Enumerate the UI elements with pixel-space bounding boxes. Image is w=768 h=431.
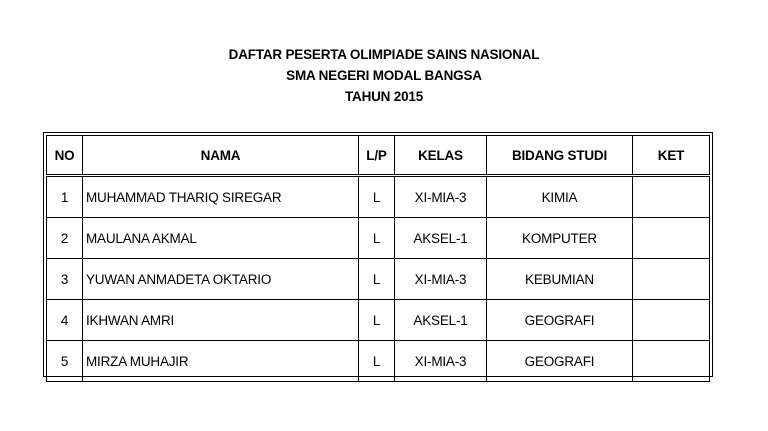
cell-lp: L bbox=[359, 300, 395, 341]
header-bidang-studi: BIDANG STUDI bbox=[487, 136, 633, 176]
cell-nama: MIRZA MUHAJIR bbox=[83, 341, 359, 382]
cell-lp: L bbox=[359, 218, 395, 259]
cell-bidang-studi: KEBUMIAN bbox=[487, 259, 633, 300]
table-row bbox=[47, 341, 710, 382]
cell-lp: L bbox=[359, 176, 395, 218]
table-row bbox=[47, 176, 710, 218]
table-row bbox=[47, 300, 710, 341]
cell-kelas: XI-MIA-3 bbox=[395, 259, 487, 300]
cell-no: 1 bbox=[47, 176, 83, 218]
cell-ket bbox=[633, 300, 710, 341]
participant-table bbox=[46, 135, 710, 382]
cell-kelas: AKSEL-1 bbox=[395, 300, 487, 341]
cell-nama: IKHWAN AMRI bbox=[83, 300, 359, 341]
cell-no: 5 bbox=[47, 341, 83, 382]
document-heading bbox=[0, 44, 768, 107]
header-ket: KET bbox=[633, 136, 710, 176]
header-no: NO bbox=[47, 136, 83, 176]
cell-bidang-studi: KIMIA bbox=[487, 176, 633, 218]
heading-school: SMA NEGERI MODAL BANGSA bbox=[286, 68, 482, 83]
cell-kelas: XI-MIA-3 bbox=[395, 176, 487, 218]
heading-title: DAFTAR PESERTA OLIMPIADE SAINS NASIONAL bbox=[228, 47, 540, 62]
cell-no: 2 bbox=[47, 218, 83, 259]
cell-bidang-studi: GEOGRAFI bbox=[487, 341, 633, 382]
header-nama: NAMA bbox=[83, 136, 359, 176]
cell-ket bbox=[633, 259, 710, 300]
cell-lp: L bbox=[359, 341, 395, 382]
cell-lp: L bbox=[359, 259, 395, 300]
cell-ket bbox=[633, 218, 710, 259]
cell-no: 3 bbox=[47, 259, 83, 300]
header-lp: L/P bbox=[359, 136, 395, 176]
participant-table-frame bbox=[43, 132, 713, 377]
cell-ket bbox=[633, 341, 710, 382]
cell-nama: MUHAMMAD THARIQ SIREGAR bbox=[83, 176, 359, 218]
table-header-row bbox=[47, 136, 710, 176]
heading-year: TAHUN 2015 bbox=[344, 89, 424, 104]
cell-bidang-studi: KOMPUTER bbox=[487, 218, 633, 259]
cell-nama: YUWAN ANMADETA OKTARIO bbox=[83, 259, 359, 300]
table-row bbox=[47, 259, 710, 300]
cell-no: 4 bbox=[47, 300, 83, 341]
header-kelas: KELAS bbox=[395, 136, 487, 176]
cell-nama: MAULANA AKMAL bbox=[83, 218, 359, 259]
cell-kelas: AKSEL-1 bbox=[395, 218, 487, 259]
cell-kelas: XI-MIA-3 bbox=[395, 341, 487, 382]
table-row bbox=[47, 218, 710, 259]
cell-ket bbox=[633, 176, 710, 218]
cell-bidang-studi: GEOGRAFI bbox=[487, 300, 633, 341]
